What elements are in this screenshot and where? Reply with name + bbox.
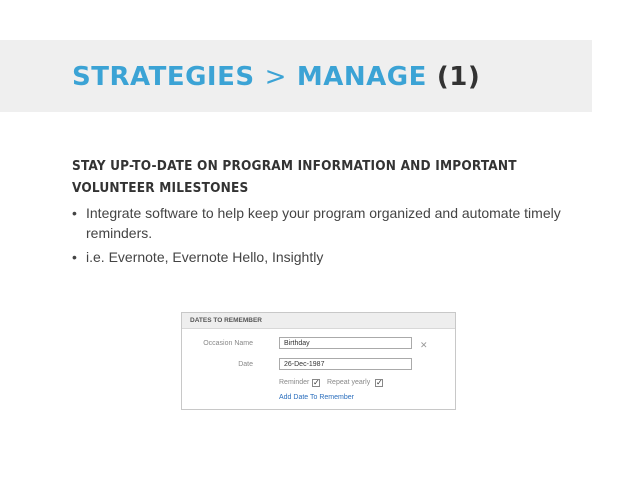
occasion-name-label: Occasion Name <box>203 340 253 347</box>
bullet-dot: • <box>72 205 77 221</box>
date-input[interactable]: 26-Dec-1987 <box>279 358 412 370</box>
bullet-text: Integrate software to help keep your program organized and automate timely reminders. <box>86 205 561 241</box>
title-separator: > <box>264 62 287 92</box>
repeat-yearly-checkbox[interactable]: ✓ <box>376 378 383 387</box>
add-date-link[interactable]: Add Date To Remember <box>279 394 354 401</box>
date-label: Date <box>238 361 253 368</box>
bullet-item <box>72 247 592 267</box>
dates-to-remember-panel <box>181 312 456 410</box>
panel-header: DATES TO REMEMBER <box>182 313 455 329</box>
bullet-item <box>72 203 592 243</box>
title-number: (1) <box>436 62 481 92</box>
reminder-checkbox[interactable]: ✓ <box>313 378 320 387</box>
repeat-yearly-label: Repeat yearly <box>327 379 371 386</box>
slide-title <box>72 60 480 94</box>
bullet-text: i.e. Evernote, Evernote Hello, Insightly <box>86 249 324 265</box>
section-heading: STAY UP-TO-DATE ON PROGRAM INFORMATION AND IMPORTANT VOLUNTEER MILESTONES <box>72 158 517 196</box>
occasion-name-input[interactable]: Birthday <box>279 337 412 349</box>
reminder-label: Reminder <box>279 379 310 386</box>
close-icon[interactable]: ✕ <box>420 340 428 350</box>
title-strategies: STRATEGIES <box>72 62 255 92</box>
bullet-dot: • <box>72 249 77 265</box>
bullet-list <box>72 203 592 271</box>
title-manage: MANAGE <box>296 62 427 92</box>
